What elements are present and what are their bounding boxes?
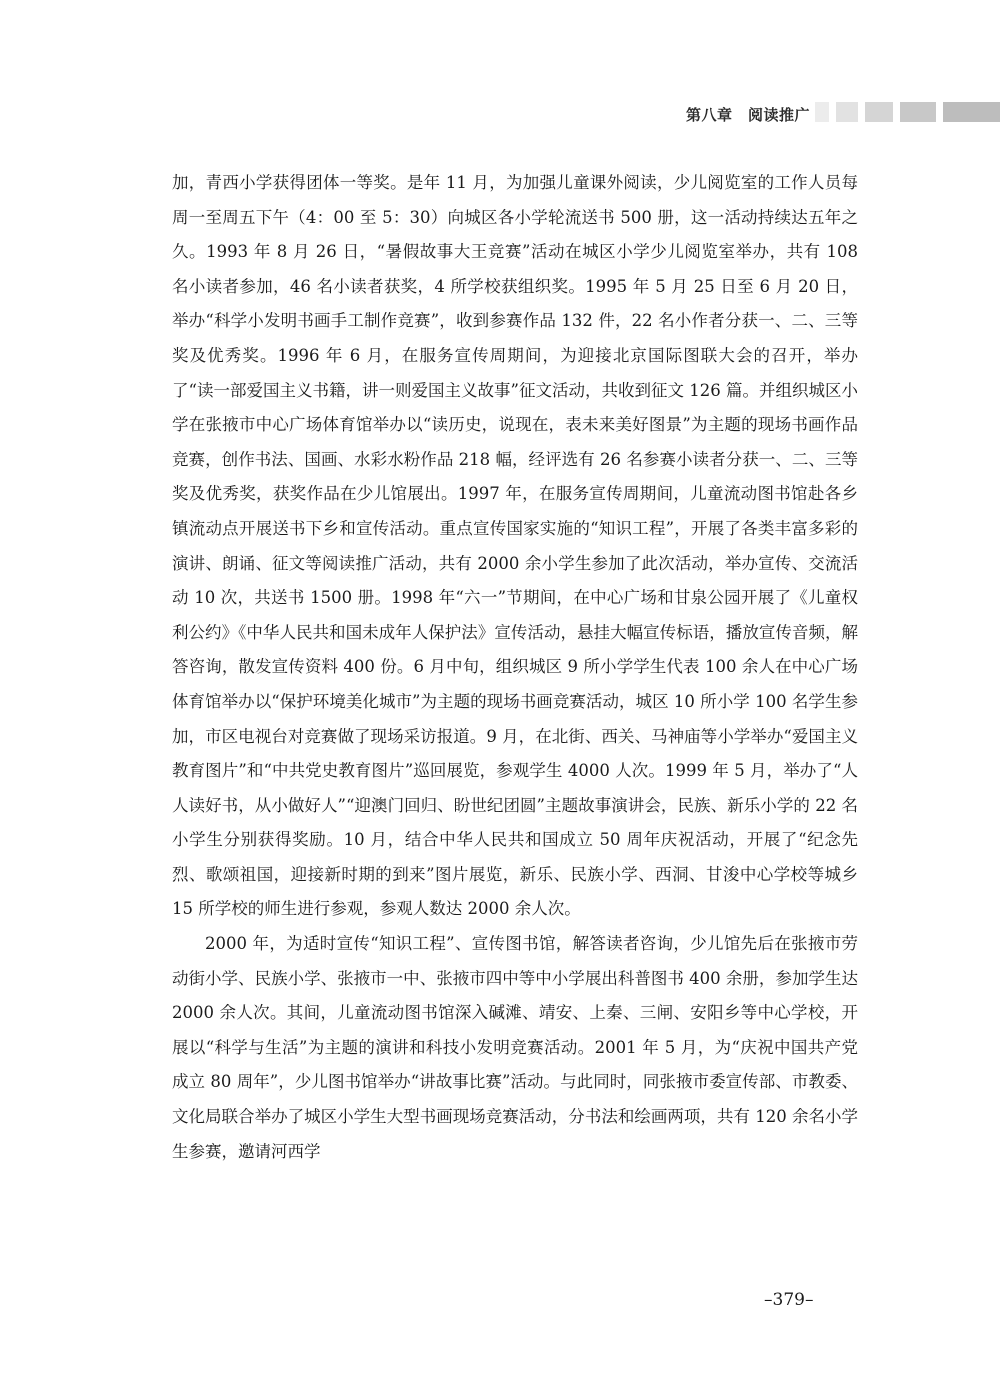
header-decor-bar — [943, 102, 1000, 122]
running-header — [0, 96, 1000, 136]
header-decor-bar — [865, 102, 893, 122]
body-text — [172, 166, 858, 1169]
paragraph: 2000 年，为适时宣传“知识工程”、宣传图书馆，解答读者咨询，少儿馆先后在张掖市劳动街小学、民族小学、张掖市一中、张掖市四中等中小学展出科普图书 400 余册，参加学生达 2000 余人次。其间，儿童流动图书馆深入碱滩、靖安、上秦、三闸、安阳乡等中心学校，开展以“科学与生活”为主题的演讲和科技小发明竞赛活动。2001 年 5 月，为“庆祝中国共产党成立 80 周年”，少儿图书馆举办“讲故事比赛”活动。与此同时，同张掖市委宣传部、市教委、文化局联合举办了城区小学生大型书画现场竞赛活动，分书法和绘画两项，共有 120 余名小学生参赛，邀请河西学 — [172, 934, 858, 1161]
chapter-title: 第八章 阅读推广 — [686, 106, 811, 124]
header-decor-bar — [815, 102, 829, 122]
header-decor-bar — [836, 102, 858, 122]
paragraph-continued: 加，青西小学获得团体一等奖。是年 11 月，为加强儿童课外阅读，少儿阅览室的工作人员每周一至周五下午（4：00 至 5：30）向城区各小学轮流送书 500 册，这一活动持续达五年之久。1993 年 8 月 26 日，“暑假故事大王竞赛”活动在城区小学少儿阅览室举办，共有 108 名小读者参加，46 名小读者获奖，4 所学校获组织奖。1995 年 5 月 25 日至 6 月 20 日，举办“科学小发明书画手工制作竞赛”，收到参赛作品 132 件，22 名小作者分获一、二、三等奖及优秀奖。1996 年 6 月，在服务宣传周期间，为迎接北京国际图联大会的召开，举办了“读一部爱国主义书籍，讲一则爱国主义故事”征文活动，共收到征文 126 篇。并组织城区小学在张掖市中心广场体育馆举办以“读历史，说现在，表未来美好图景”为主题的现场书画作品竞赛，创作书法、国画、水彩水粉作品 218 幅，经评选有 26 名参赛小读者分获一、二、三等奖及优秀奖，获奖作品在少儿馆展出。1997 年，在服务宣传周期间，儿童流动图书馆赴各乡镇流动点开展送书下乡和宣传活动。重点宣传国家实施的“知识工程”，开展了各类丰富多彩的演讲、朗诵、征文等阅读推广活动，共有 2000 余小学生参加了此次活动，举办宣传、交流活动 10 次，共送书 1500 册。1998 年“六一”节期间，在中心广场和甘泉公园开展了《儿童权利公约》《中华人民共和国未成年人保护法》宣传活动，悬挂大幅宣传标语，播放宣传音频，解答咨询，散发宣传资料 400 份。6 月中旬，组织城区 9 所小学学生代表 100 余人在中心广场体育馆举办以“保护环境美化城市”为主题的现场书画竞赛活动，城区 10 所小学 100 名学生参加，市区电视台对竞赛做了现场采访报道。9 月，在北街、西关、马神庙等小学举办“爱国主义教育图片”和“中共党史教育图片”巡回展览，参观学生 4000 人次。1999 年 5 月，举办了“人人读好书，从小做好人”“迎澳门回归、盼世纪团圆”主题故事演讲会，民族、新乐小学的 22 名小学生分别获得奖励。10 月，结合中华人民共和国成立 50 周年庆祝活动，开展了“纪念先烈、歌颂祖国，迎接新时期的到来”图片展览，新乐、民族小学、西洞、甘浚中心学校等城乡 15 所学校的师生进行参观，参观人数达 2000 余人次。 — [172, 173, 858, 919]
header-decor-bar — [900, 102, 936, 122]
page-number: –379– — [764, 1290, 814, 1310]
